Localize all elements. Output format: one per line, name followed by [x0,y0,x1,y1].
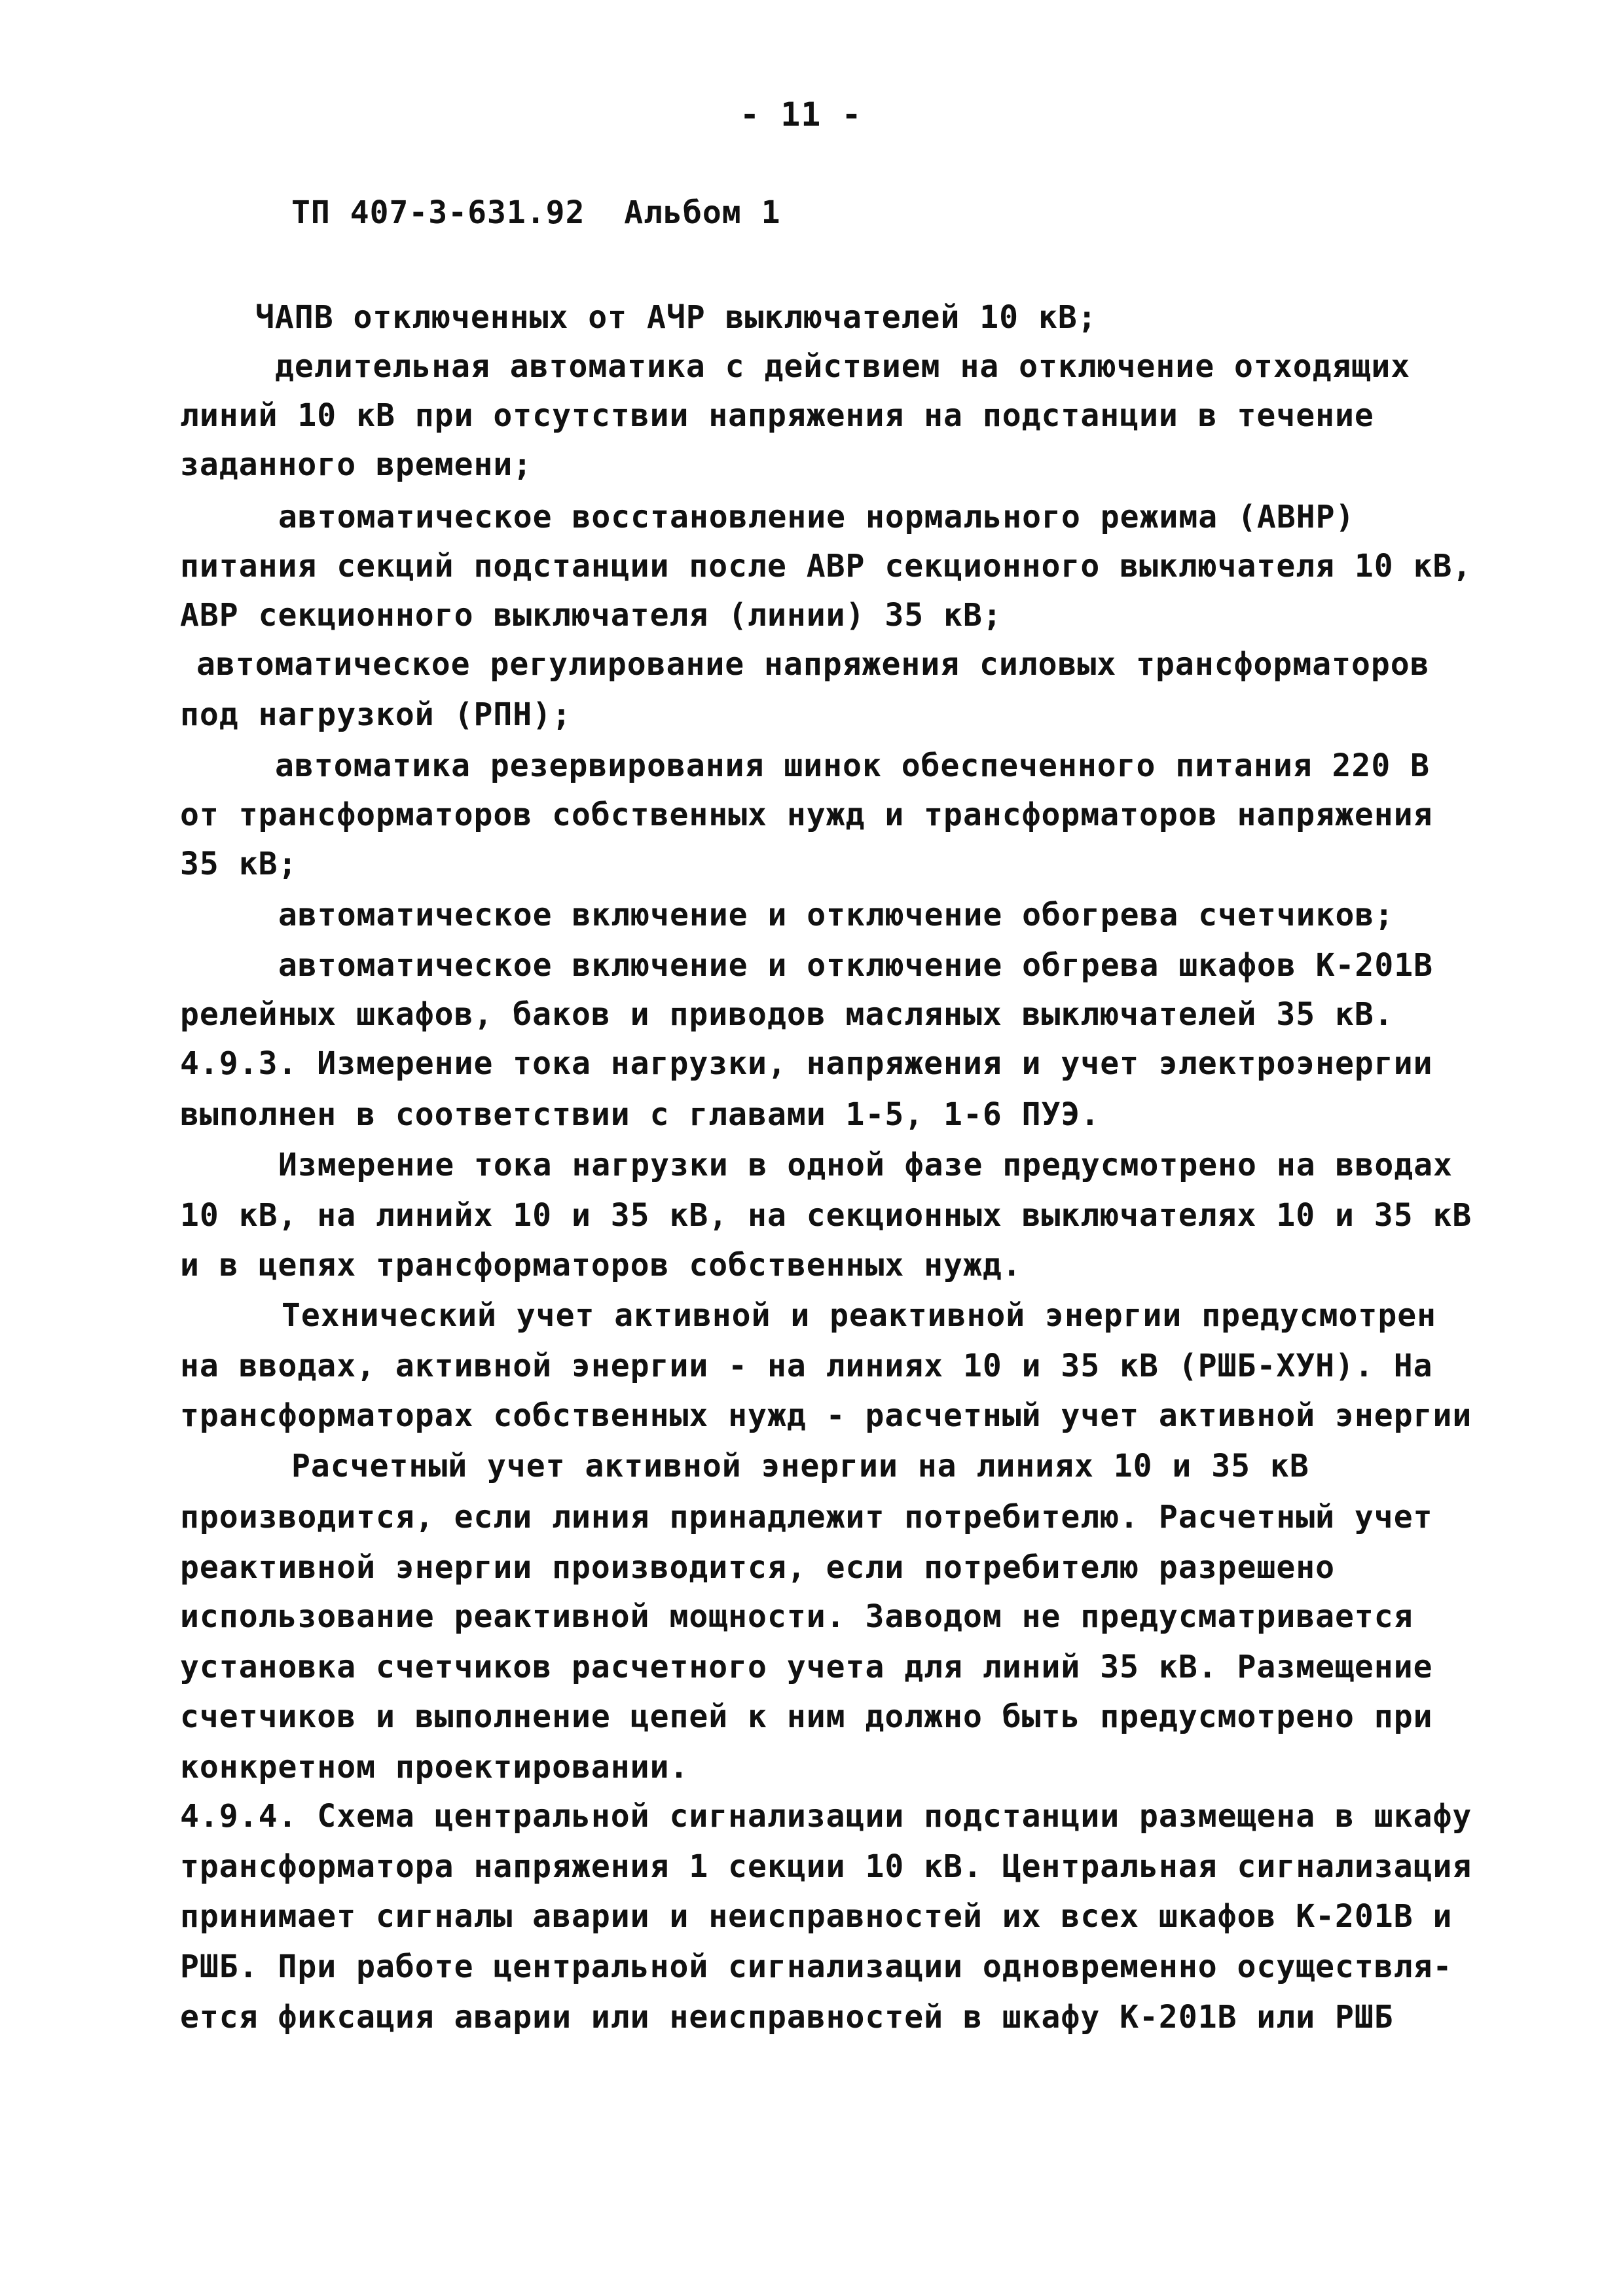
text-line: автоматическое включение и отключение обгрева шкафов К-201В [278,947,1434,984]
text-line: на вводах, активной энергии - на линиях 10 и 35 кВ (РШБ-ХУН). На [180,1348,1433,1384]
text-line: конкретном проектировании. [180,1749,689,1785]
text-line: выполнен в соответствии с главами 1-5, 1-6 ПУЭ. [180,1096,1101,1133]
text-line: заданного времени; [180,446,533,483]
text-line: делительная автоматика с действием на отключение отходящих [275,348,1411,385]
text-line: автоматическое включение и отключение обогрева счетчиков; [278,897,1395,933]
text-line: Измерение тока нагрузки в одной фазе предусмотрено на вводах [278,1147,1453,1183]
text-line: от трансформаторов собственных нужд и трансформаторов напряжения [180,797,1433,833]
text-line: автоматическое регулирование напряжения силовых трансформаторов [196,646,1430,683]
text-line: 4.9.4. Схема центральной сигнализации подстанции размещена в шкафу [180,1798,1472,1835]
text-line: ется фиксация аварии или неисправностей в шкафу К-201В или РШБ [180,1999,1394,2036]
text-line: 35 кВ; [180,846,298,882]
text-line: релейных шкафов, баков и приводов масляных выключателей 35 кВ. [180,996,1394,1033]
text-line: реактивной энергии производится, если потребителю разрешено [180,1549,1336,1586]
text-line: под нагрузкой (РПН); [180,696,572,733]
page-number: - 11 - [740,96,862,134]
text-line: использование реактивной мощности. Заводом не предусматривается [180,1598,1413,1635]
text-line: 4.9.3. Измерение тока нагрузки, напряжения и учет электроэнергии [180,1045,1433,1082]
document-code: ТП 407-3-631.92 Альбом 1 [291,194,781,231]
text-line: и в цепях трансформаторов собственных нужд. [180,1247,1022,1283]
text-line: ЧАПВ отключенных от АЧР выключателей 10 кВ; [255,299,1097,336]
text-line: производится, если линия принадлежит потребителю. Расчетный учет [180,1499,1433,1535]
text-line: питания секций подстанции после АВР секционного выключателя 10 кВ, [180,548,1472,584]
text-line: принимает сигналы аварии и неисправностей их всех шкафов К-201В и [180,1898,1453,1935]
text-line: трансформаторах собственных нужд - расчетный учет активной энергии [180,1397,1472,1434]
text-line: АВР секционного выключателя (линии) 35 кВ; [180,597,1002,634]
text-line: автоматическое восстановление нормального режима (АВНР) [278,499,1355,535]
text-line: Технический учет активной и реактивной энергии предусмотрен [282,1297,1437,1334]
text-line: установка счетчиков расчетного учета для линий 35 кВ. Размещение [180,1649,1433,1685]
text-line: автоматика резервирования шинок обеспеченного питания 220 В [275,747,1431,784]
text-line: РШБ. При работе центральной сигнализации одновременно осуществля- [180,1948,1453,1985]
text-line: линий 10 кВ при отсутствии напряжения на подстанции в течение [180,397,1374,434]
text-line: трансформатора напряжения 1 секции 10 кВ. Центральная сигнализация [180,1848,1472,1885]
text-line: счетчиков и выполнение цепей к ним должно быть предусмотрено при [180,1698,1433,1735]
text-line: Расчетный учет активной энергии на линиях 10 и 35 кВ [291,1448,1309,1484]
text-line: 10 кВ, на линийх 10 и 35 кВ, на секционных выключателях 10 и 35 кВ [180,1197,1472,1234]
